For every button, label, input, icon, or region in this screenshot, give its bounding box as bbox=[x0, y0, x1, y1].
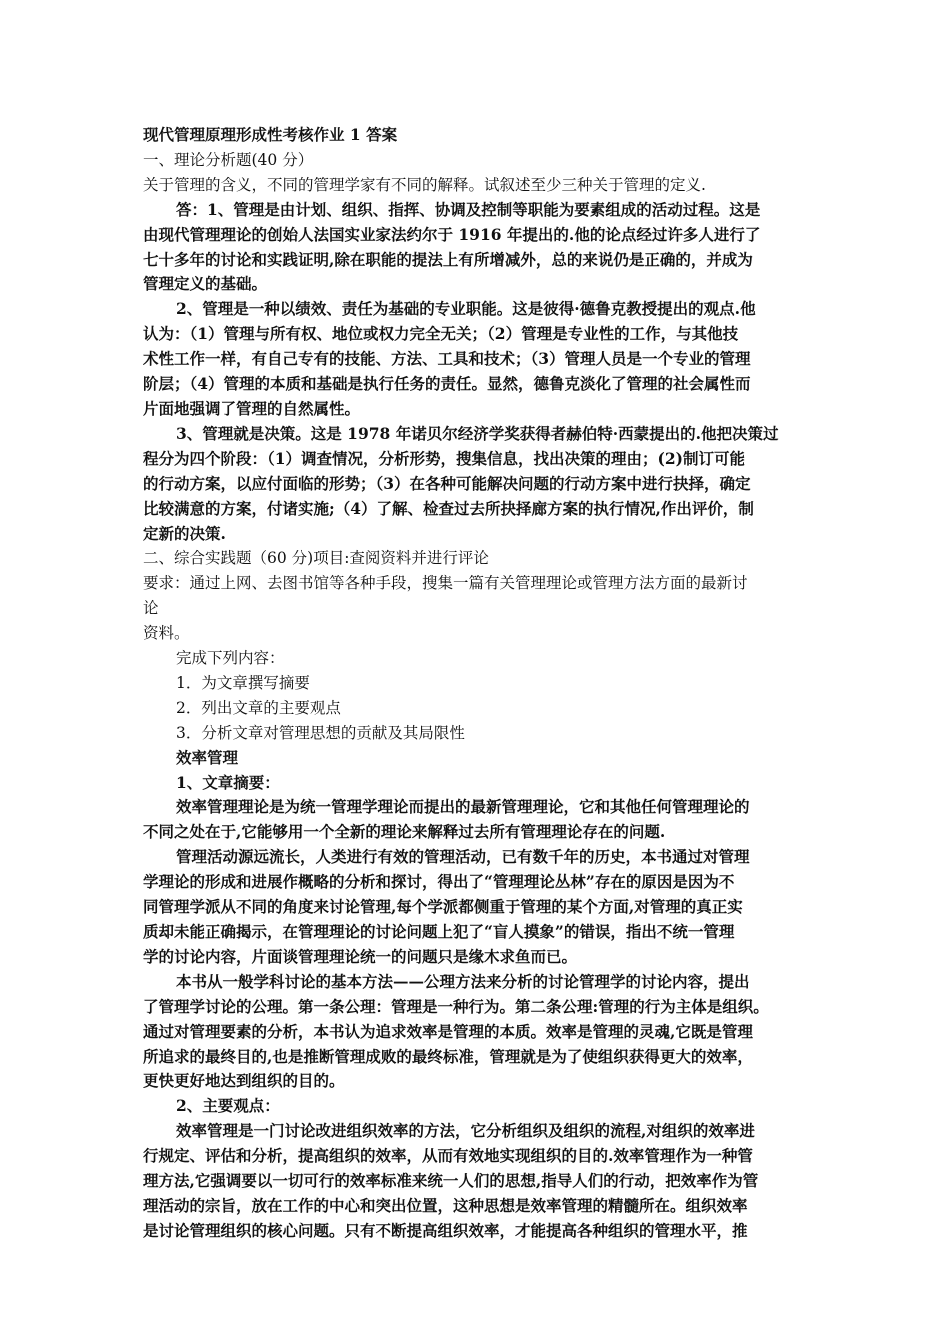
text-line: 的行动方案，以应付面临的形势；（3）在各种可能解决问题的行动方案中进行抉择，确定 bbox=[143, 473, 751, 493]
text-line: 通过对管理要素的分析，本书认为追求效率是管理的本质。效率是管理的灵魂,它既是管理 bbox=[143, 1021, 753, 1041]
text-line: 是讨论管理组织的核心问题。只有不断提高组织效率，才能提高各种组织的管理水平，推 bbox=[143, 1220, 748, 1240]
text-line: 2、管理是一种以绩效、责任为基础的专业职能。这是彼得·德鲁克教授提出的观点.他 bbox=[176, 299, 756, 319]
text-line: 要求：通过上网、去图书馆等各种手段，搜集一篇有关管理理论或管理方法方面的最新讨 bbox=[143, 574, 748, 593]
text-line: 3．分析文章对管理思想的贡献及其局限性 bbox=[176, 723, 465, 742]
text-line: 3、管理就是决策。这是 1978 年诺贝尔经济学奖获得者赫伯特·西蒙提出的.他把决策过 bbox=[176, 423, 779, 443]
text-line: 效率管理是一门讨论改进组织效率的方法，它分析组织及组织的流程,对组织的效率进 bbox=[176, 1121, 755, 1141]
text-line: 术性工作一样，有自己专有的技能、方法、工具和技术；（3）管理人员是一个专业的管理 bbox=[143, 349, 751, 369]
text-line: 本书从一般学科讨论的基本方法——公理方法来分析的讨论管理学的讨论内容，提出 bbox=[176, 971, 750, 991]
text-line: 片面地强调了管理的自然属性。 bbox=[143, 398, 361, 418]
text-line: 所追求的最终目的,也是推断管理成败的最终标准，管理就是为了使组织获得更大的效率， bbox=[143, 1046, 753, 1066]
text-line: 完成下列内容： bbox=[176, 649, 285, 668]
text-line: 管理定义的基础。 bbox=[143, 274, 268, 294]
text-line: 学理论的形成和进展作概略的分析和探讨，得出了“管理理论丛林”存在的原因是因为不 bbox=[143, 872, 735, 892]
text-line: 七十多年的讨论和实践证明,除在职能的提法上有所增减外，总的来说仍是正确的，并成为 bbox=[143, 249, 753, 269]
text-line: 比较满意的方案，付诸实施;（4）了解、检查过去所抉择廊方案的执行情况,作出评价，制 bbox=[143, 498, 754, 518]
text-line: 定新的决策. bbox=[143, 523, 226, 543]
text-line: 行规定、评估和分析，提高组织的效率，从而有效地实现组织的目的.效率管理作为一种管 bbox=[143, 1146, 753, 1166]
text-line: 质却未能正确揭示，在管理理论的讨论问题上犯了“盲人摸象”的错误，指出不统一管理 bbox=[143, 922, 735, 941]
text-line: 不同之处在于,它能够用一个全新的理论来解释过去所有管理理论存在的问题. bbox=[143, 822, 666, 842]
text-line: 效率管理理论是为统一管理学理论而提出的最新管理理论，它和其他任何管理理论的 bbox=[176, 797, 750, 817]
document-title: 现代管理原理形成性考核作业 1 答案 bbox=[143, 125, 398, 144]
text-line: 一、理论分析题(40 分） bbox=[143, 150, 314, 169]
text-line: 阶层；（4）管理的本质和基础是执行任务的责任。显然，德鲁克淡化了管理的社会属性而 bbox=[143, 374, 751, 394]
text-line: 理活动的宗旨，放在工作的中心和突出位置，这种思想是效率管理的精髓所在。组织效率 bbox=[143, 1195, 748, 1215]
text-line: 2、主要观点： bbox=[176, 1096, 280, 1116]
text-line: 理方法,它强调要以一切可行的效率标准来统一人们的思想,指导人们的行动，把效率作为管 bbox=[143, 1171, 759, 1191]
text-line: 程分为四个阶段：（1）调查情况，分析形势，搜集信息，找出决策的理由；(2)制订可能 bbox=[143, 448, 745, 468]
text-line: 了管理学讨论的公理。第一条公理：管理是一种行为。第二条公理:管理的行为主体是组织。 bbox=[143, 996, 769, 1016]
document-page bbox=[143, 123, 811, 1244]
text-line: 学的讨论内容，片面谈管理理论统一的问题只是缘木求鱼而已。 bbox=[143, 946, 578, 966]
text-line: 管理活动源远流长，人类进行有效的管理活动，已有数千年的历史，本书通过对管理 bbox=[176, 847, 750, 867]
text-line: 2．列出文章的主要观点 bbox=[176, 698, 341, 717]
text-line: 效率管理 bbox=[176, 747, 239, 767]
text-line: 关于管理的含义，不同的管理学家有不同的解释。试叙述至少三种关于管理的定义. bbox=[143, 175, 706, 194]
text-line: 同管理学派从不同的角度来讨论管理,每个学派都侧重于管理的某个方面,对管理的真正实 bbox=[143, 897, 743, 917]
text-line: 更快更好地达到组织的目的。 bbox=[143, 1071, 345, 1091]
text-line: 二、综合实践题（60 分)项目:查阅资料并进行评论 bbox=[143, 549, 489, 568]
text-line: 资料。 bbox=[143, 624, 190, 643]
text-line: 认为：（1）管理与所有权、地位或权力完全无关；（2）管理是专业性的工作，与其他技 bbox=[143, 324, 739, 344]
text-line: 由现代管理理论的创始人法国实业家法约尔于 1916 年提出的.他的论点经过许多人进行了 bbox=[143, 224, 761, 244]
document-body bbox=[143, 148, 811, 1244]
text-line: 1．为文章撰写摘要 bbox=[176, 673, 310, 692]
text-line: 答：1、管理是由计划、组织、指挥、协调及控制等职能为要素组成的活动过程。这是 bbox=[176, 199, 761, 219]
text-line: 1、文章摘要： bbox=[176, 772, 280, 792]
text-line: 论 bbox=[143, 599, 159, 618]
